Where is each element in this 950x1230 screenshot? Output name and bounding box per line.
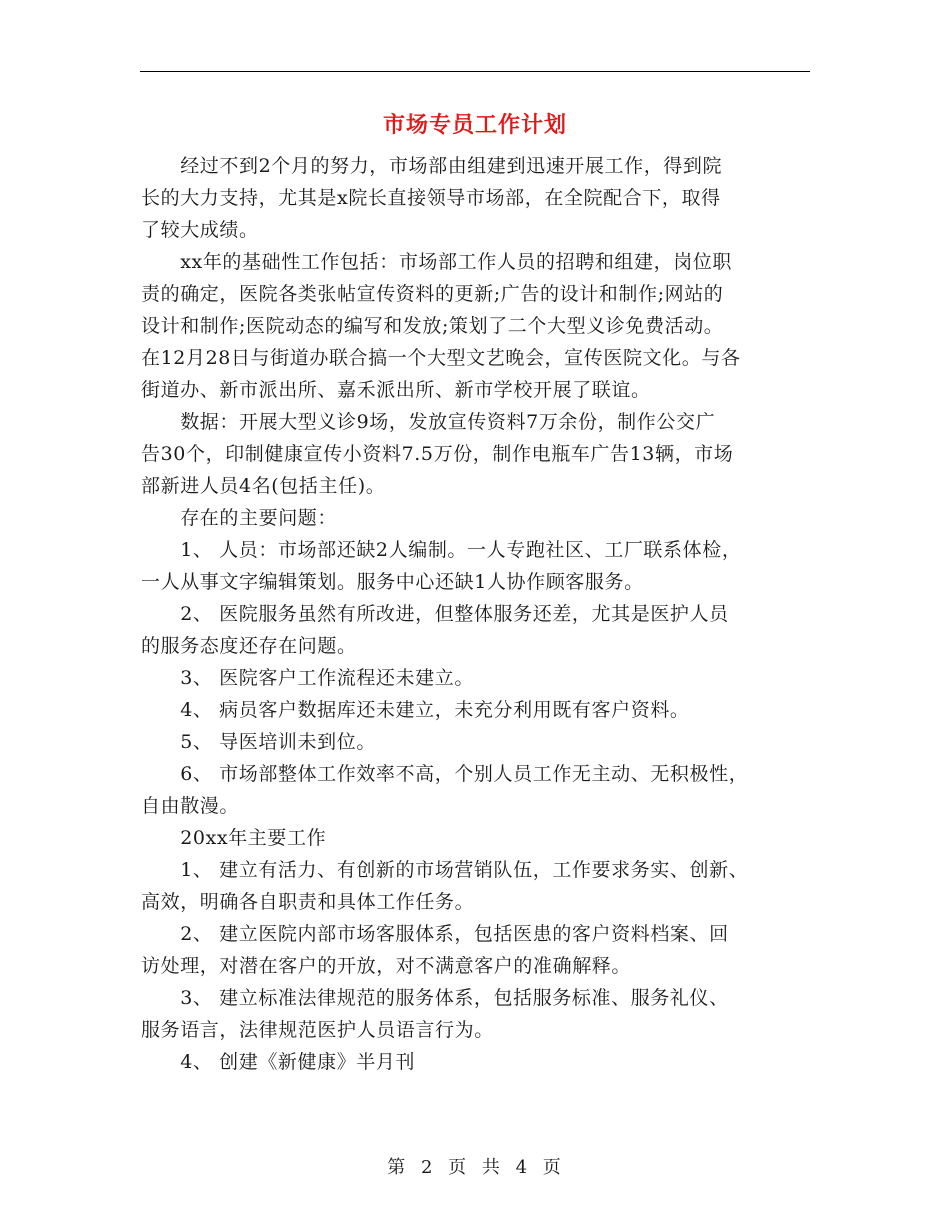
body-line: 服务语言，法律规范医护人员语言行为。 <box>141 1019 494 1041</box>
body-line: 街道办、新市派出所、嘉禾派出所、新市学校开展了联谊。 <box>141 379 651 401</box>
header-rule <box>140 71 810 72</box>
body-line: 5、 导医培训未到位。 <box>141 731 376 753</box>
body-line: 部新进人员4名(包括主任)。 <box>141 475 386 497</box>
body-line: 高效，明确各自职责和具体工作任务。 <box>141 891 475 913</box>
body-line: 访处理，对潜在客户的开放，对不满意客户的准确解释。 <box>141 955 632 977</box>
body-line: 数据：开展大型义诊9场，发放宣传资料7万余份，制作公交广 <box>141 411 716 433</box>
body-line: 存在的主要问题： <box>141 507 338 529</box>
body-line: 经过不到2个月的努力，市场部由组建到迅速开展工作，得到院 <box>141 155 723 177</box>
body-line: 2、 医院服务虽然有所改进，但整体服务还差，尤其是医护人员 <box>141 603 729 625</box>
body-line: 设计和制作;医院动态的编写和发放;策划了二个大型义诊免费活动。 <box>141 315 724 337</box>
body-line: 3、 医院客户工作流程还未建立。 <box>141 667 474 689</box>
body-line: 20xx年主要工作 <box>141 827 327 849</box>
body-line: 1、 建立有活力、有创新的市场营销队伍，工作要求务实、创新、 <box>141 859 749 881</box>
body-line: 3、 建立标准法律规范的服务体系，包括服务标准、服务礼仪、 <box>141 987 729 1009</box>
body-line: 4、 病员客户数据库还未建立，未充分利用既有客户资料。 <box>141 699 690 721</box>
body-line: 的服务态度还存在问题。 <box>141 635 357 657</box>
body-line: 长的大力支持，尤其是x院长直接领导市场部，在全院配合下，取得 <box>141 187 721 209</box>
body-line: xx年的基础性工作包括：市场部工作人员的招聘和组建，岗位职 <box>141 251 733 273</box>
body-line: 一人从事文字编辑策划。服务中心还缺1人协作顾客服务。 <box>141 571 644 593</box>
page-number: 第 2 页 共 4 页 <box>387 1157 563 1178</box>
body-line: 责的确定，医院各类张帖宣传资料的更新;广告的设计和制作;网站的 <box>141 283 724 305</box>
body-line: 6、 市场部整体工作效率不高，个别人员工作无主动、无积极性， <box>141 763 749 785</box>
document-body <box>141 150 809 1078</box>
body-line: 1、 人员：市场部还缺2人编制。一人专跑社区、工厂联系体检， <box>141 539 742 561</box>
body-line: 在12月28日与街道办联合搞一个大型文艺晚会，宣传医院文化。与各 <box>141 347 741 369</box>
body-line: 4、 创建《新健康》半月刊 <box>141 1051 416 1073</box>
document-title: 市场专员工作计划 <box>382 112 567 138</box>
body-line: 告30个，印制健康宣传小资料7.5万份，制作电瓶车广告13辆，市场 <box>141 443 734 465</box>
body-line: 自由散漫。 <box>141 795 240 817</box>
body-line: 了较大成绩。 <box>141 219 259 241</box>
body-line: 2、 建立医院内部市场客服体系，包括医患的客户资料档案、回 <box>141 923 729 945</box>
